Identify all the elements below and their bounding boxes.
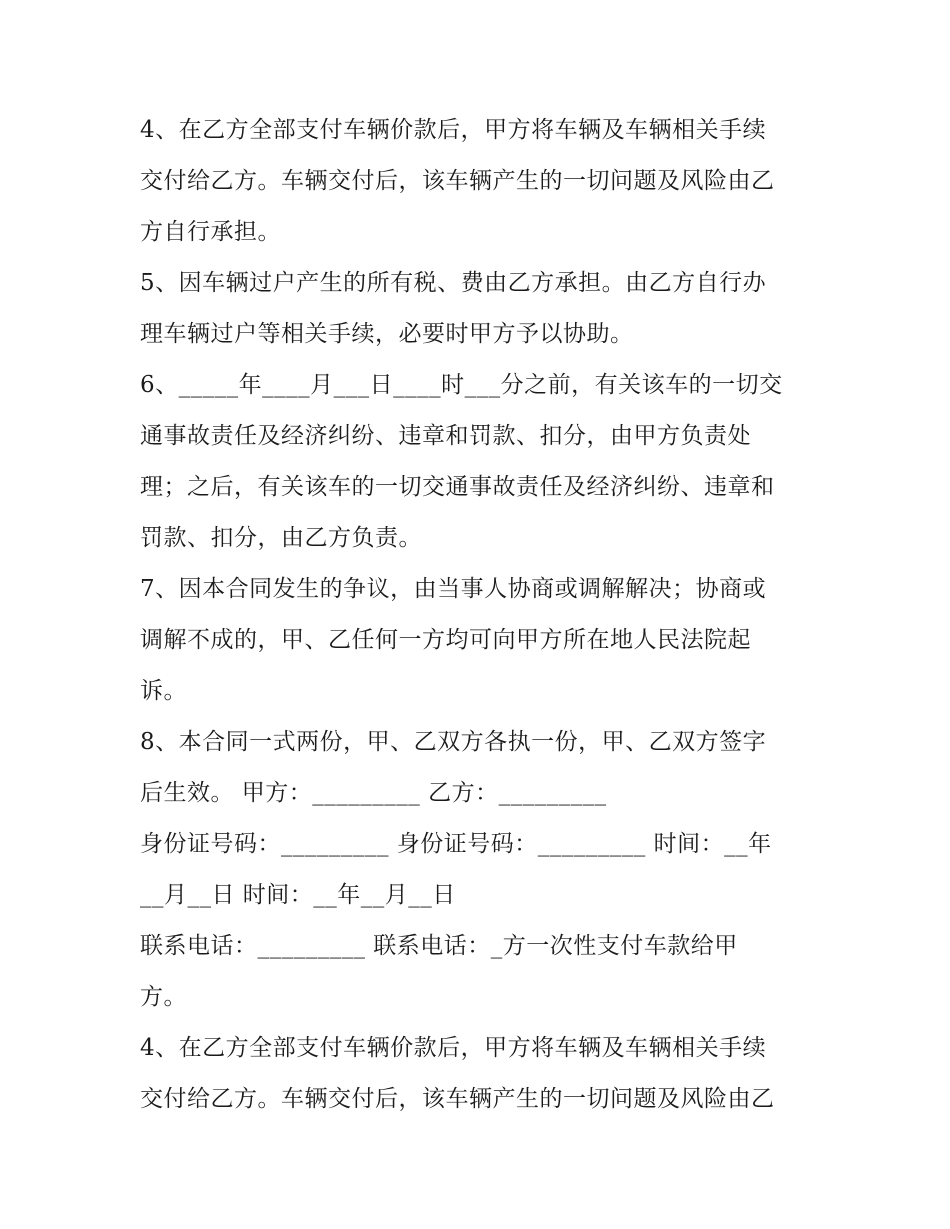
contract-text [140, 105, 820, 1125]
text-line: 6、_____年____月___日____时___分之前，有关该车的一切交 [140, 372, 783, 398]
text-line: 罚款、扣分，由乙方负责。 [140, 525, 422, 551]
text-line: 4、在乙方全部支付车辆价款后，甲方将车辆及车辆相关手续 [140, 117, 767, 143]
text-line: 交付给乙方。车辆交付后，该车辆产生的一切问题及风险由乙 [140, 1086, 775, 1112]
text-line: 诉。 [140, 678, 187, 704]
text-line: 方。 [140, 984, 187, 1010]
text-line: __月__日 时间：__年__月__日 [140, 882, 456, 908]
text-line: 8、本合同一式两份，甲、乙双方各执一份，甲、乙双方签字 [140, 729, 767, 755]
text-line: 后生效。 甲方：_________ 乙方：_________ [140, 780, 607, 806]
text-line: 方自行承担。 [140, 219, 281, 245]
text-line: 4、在乙方全部支付车辆价款后，甲方将车辆及车辆相关手续 [140, 1035, 767, 1061]
text-line: 5、因车辆过户产生的所有税、费由乙方承担。由乙方自行办 [140, 270, 767, 296]
text-line: 交付给乙方。车辆交付后，该车辆产生的一切问题及风险由乙 [140, 168, 775, 194]
text-line: 身份证号码：_________ 身份证号码：_________ 时间：__年 [140, 831, 772, 857]
text-line: 理车辆过户等相关手续，必要时甲方予以协助。 [140, 321, 634, 347]
text-line: 联系电话：_________ 联系电话：_方一次性支付车款给甲 [140, 933, 738, 959]
text-line: 理；之后，有关该车的一切交通事故责任及经济纠纷、违章和 [140, 474, 775, 500]
text-line: 调解不成的，甲、乙任何一方均可向甲方所在地人民法院起 [140, 627, 751, 653]
text-line: 7、因本合同发生的争议，由当事人协商或调解解决；协商或 [140, 576, 767, 602]
text-line: 通事故责任及经济纠纷、违章和罚款、扣分，由甲方负责处 [140, 423, 751, 449]
